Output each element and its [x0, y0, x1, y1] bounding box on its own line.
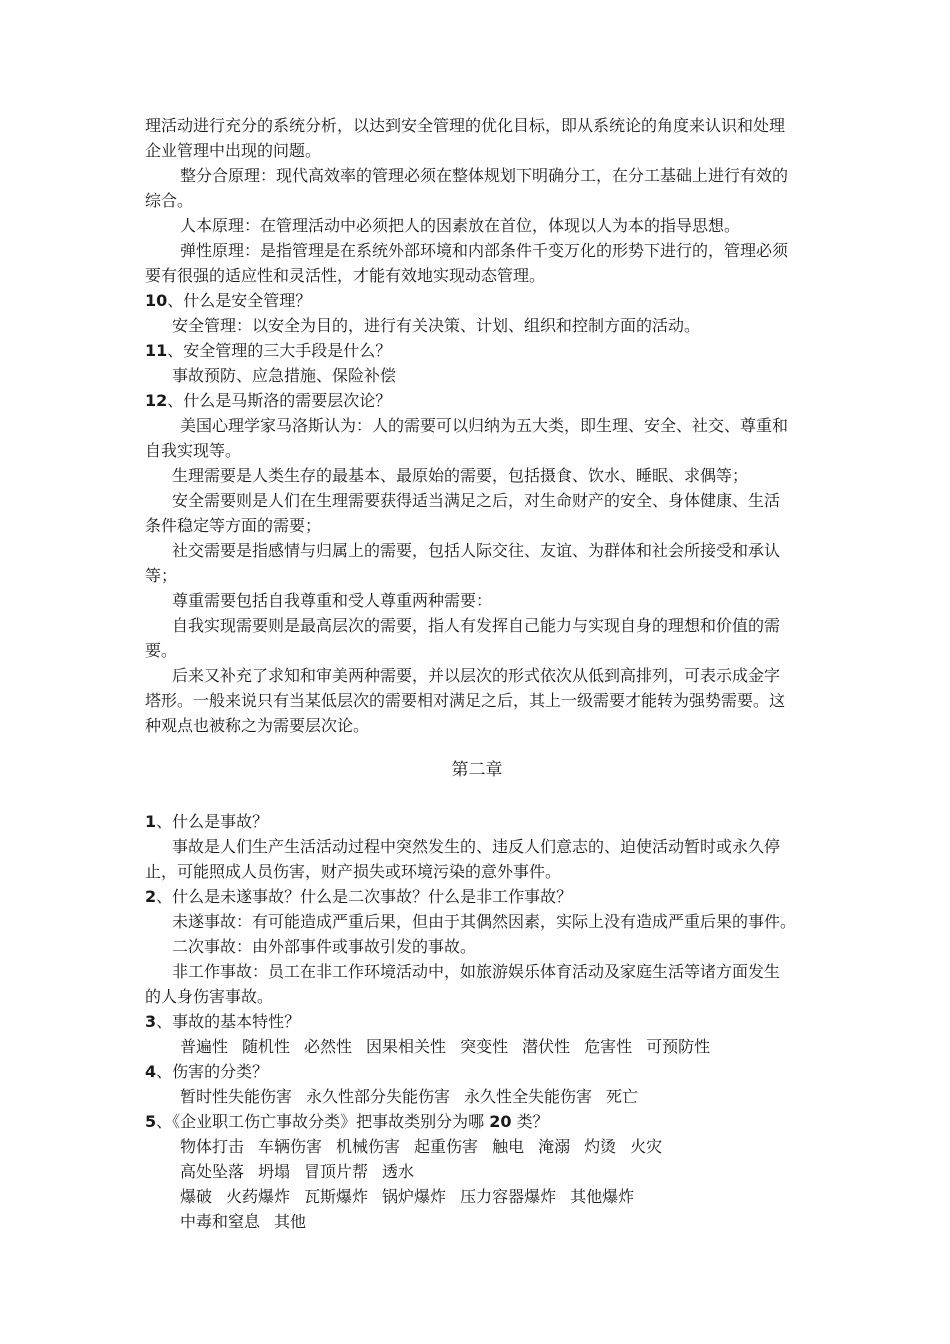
question-text: 、什么是未遂事故？什么是二次事故？什么是非工作事故？: [156, 887, 573, 906]
question-count: 20: [489, 1112, 512, 1131]
list-item: 永久性全失能伤害: [464, 1087, 593, 1106]
list-item: 潜伏性: [522, 1037, 571, 1056]
question-number: 11: [145, 341, 168, 360]
text-line: 要。: [145, 641, 178, 660]
list-item: 其他: [274, 1212, 307, 1231]
category-row: [145, 1209, 809, 1234]
question-number: 5: [145, 1112, 157, 1131]
text-line: 社交需要是指感情与归属上的需要，包括人际交往、友谊、为群体和社会所接受和承认: [172, 541, 781, 560]
list-item: 透水: [382, 1162, 415, 1181]
ch2-question-2: [145, 884, 809, 909]
text-line: 等；: [145, 566, 178, 585]
text-line: 企业管理中出现的问题。: [145, 141, 322, 160]
list-item: 高处坠落: [180, 1162, 245, 1181]
list-item: 冒顶片帮: [304, 1162, 369, 1181]
question-text: 、伤害的分类？: [156, 1062, 269, 1081]
list-item: 车辆伤害: [258, 1137, 323, 1156]
text-line: 的人身伤害事故。: [145, 987, 274, 1006]
injury-classification-list: [145, 1084, 809, 1109]
category-row: [145, 1184, 809, 1209]
ch2-question-4: [145, 1059, 809, 1084]
text-line: 整分合原理：现代高效率的管理必须在整体规划下明确分工，在分工基础上进行有效的: [180, 166, 789, 185]
document-page: [145, 113, 809, 1234]
list-item: 火灾: [630, 1137, 663, 1156]
question-11: [145, 338, 809, 363]
text-line: 止，可能照成人员伤害，财产损失或环境污染的意外事件。: [145, 862, 562, 881]
question-text-end: 类？: [511, 1112, 549, 1131]
list-item: 突变性: [460, 1037, 509, 1056]
question-text: 、事故的基本特性？: [156, 1012, 301, 1031]
list-item: 危害性: [584, 1037, 633, 1056]
list-item: 起重伤害: [414, 1137, 479, 1156]
text-line: 弹性原理：是指管理是在系统外部环境和内部条件千变万化的形势下进行的，管理必须: [180, 241, 789, 260]
list-item: 物体打击: [180, 1137, 245, 1156]
question-text: 、什么是事故？: [156, 812, 269, 831]
list-item: 暂时性失能伤害: [180, 1087, 293, 1106]
list-item: 坍塌: [258, 1162, 291, 1181]
question-number: 2: [145, 887, 157, 906]
list-item: 瓦斯爆炸: [304, 1187, 369, 1206]
text-line: 生理需要是人类生存的最基本、最原始的需要，包括摄食、饮水、睡眠、求偶等；: [172, 466, 749, 485]
question-text: 、《企业职工伤亡事故分类》把事故类别分为哪: [156, 1112, 490, 1131]
list-item: 灼烫: [584, 1137, 617, 1156]
text-line: 自我实现等。: [145, 441, 242, 460]
question-number: 3: [145, 1012, 157, 1031]
list-item: 火药爆炸: [226, 1187, 291, 1206]
text-line: 尊重需要包括自我尊重和受人尊重两种需要：: [172, 591, 493, 610]
answer-10: 安全管理：以安全为目的，进行有关决策、计划、组织和控制方面的活动。: [172, 316, 701, 335]
text-line: 美国心理学家马洛斯认为：人的需要可以归纳为五大类，即生理、安全、社交、尊重和: [180, 416, 789, 435]
management-principles-block: [145, 113, 809, 288]
question-text: 、什么是安全管理？: [167, 291, 312, 310]
list-item: 压力容器爆炸: [460, 1187, 557, 1206]
list-item: 淹溺: [538, 1137, 571, 1156]
ch2-question-1: [145, 809, 809, 834]
ch2-answer-1-block: [145, 834, 809, 884]
text-line: 要有很强的适应性和灵活性，才能有效地实现动态管理。: [145, 266, 546, 285]
question-number: 4: [145, 1062, 157, 1081]
list-item: 永久性部分失能伤害: [306, 1087, 451, 1106]
list-item: 其他爆炸: [570, 1187, 635, 1206]
question-number: 10: [145, 291, 168, 310]
text-line: 事故是人们生产生活活动过程中突然发生的、违反人们意志的、迫使活动暂时或永久停: [172, 837, 781, 856]
ch2-answer-2-block: [145, 909, 809, 1009]
list-item: 机械伤害: [336, 1137, 401, 1156]
text-line: 自我实现需要则是最高层次的需要，指人有发挥自己能力与实现自身的理想和价值的需: [172, 616, 781, 635]
question-10: [145, 288, 809, 313]
list-item: 因果相关性: [366, 1037, 447, 1056]
question-number: 1: [145, 812, 157, 831]
text-line: 后来又补充了求知和审美两种需要，并以层次的形式依次从低到高排列，可表示成金字: [172, 666, 781, 685]
list-item: 普遍性: [180, 1037, 229, 1056]
text-line: 非工作事故：员工在非工作环境活动中，如旅游娱乐体育活动及家庭生活等诸方面发生: [172, 962, 781, 981]
accident-category-rows: [145, 1134, 809, 1234]
text-line: 条件稳定等方面的需要；: [145, 516, 322, 535]
list-item: 死亡: [606, 1087, 639, 1106]
question-text: 、安全管理的三大手段是什么？: [167, 341, 392, 360]
question-text: 、什么是马斯洛的需要层次论？: [167, 391, 392, 410]
text-line: 塔形。一般来说只有当某低层次的需要相对满足之后，其上一级需要才能转为强势需要。这: [145, 691, 786, 710]
list-item: 必然性: [304, 1037, 353, 1056]
ch2-question-5: [145, 1109, 809, 1134]
accident-characteristics-list: [145, 1034, 809, 1059]
ch2-question-3: [145, 1009, 809, 1034]
question-12: [145, 388, 809, 413]
list-item: 中毒和窒息: [180, 1212, 261, 1231]
list-item: 触电: [492, 1137, 525, 1156]
chapter-title: 第二章: [451, 760, 503, 780]
text-line: 综合。: [145, 191, 194, 210]
text-line: 未遂事故：有可能造成严重后果，但由于其偶然因素，实际上没有造成严重后果的事件。: [172, 912, 797, 931]
list-item: 随机性: [242, 1037, 291, 1056]
text-line: 理活动进行充分的系统分析，以达到安全管理的优化目标，即从系统论的角度来认识和处理: [145, 116, 786, 135]
text-line: 二次事故：由外部事件或事故引发的事故。: [172, 937, 477, 956]
list-item: 可预防性: [646, 1037, 711, 1056]
text-line: 种观点也被称之为需要层次论。: [145, 716, 370, 735]
category-row: [145, 1159, 809, 1184]
text-line: 安全需要则是人们在生理需要获得适当满足之后，对生命财产的安全、身体健康、生活: [172, 491, 781, 510]
list-item: 爆破: [180, 1187, 213, 1206]
list-item: 锅炉爆炸: [382, 1187, 447, 1206]
text-line: 人本原理：在管理活动中必须把人的因素放在首位，体现以人为本的指导思想。: [180, 216, 741, 235]
category-row: [145, 1134, 809, 1159]
answer-11: 事故预防、应急措施、保险补偿: [172, 366, 397, 385]
answer-12-block: [145, 413, 809, 738]
question-number: 12: [145, 391, 168, 410]
